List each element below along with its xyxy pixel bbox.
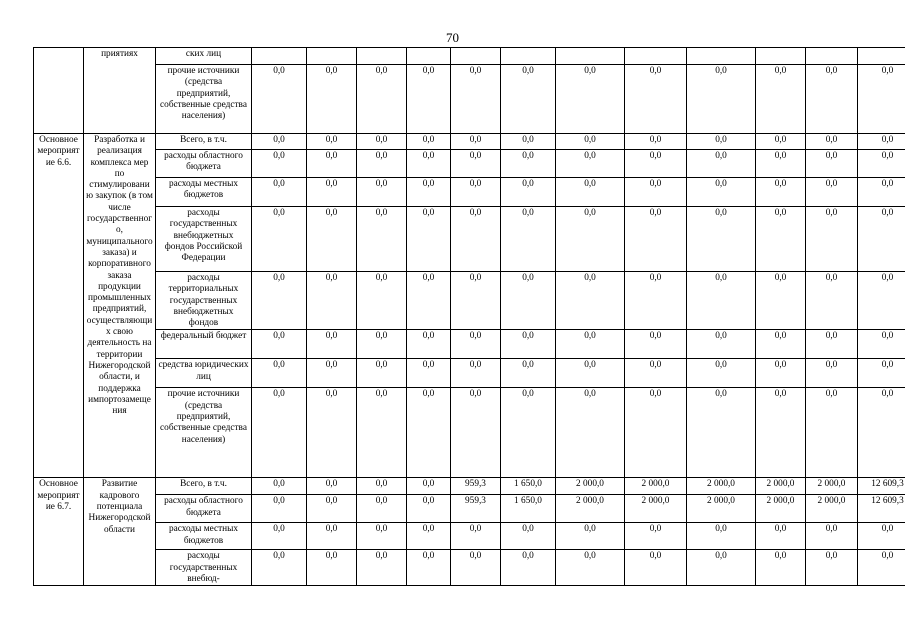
amount-cell: 0,0 <box>806 523 858 550</box>
amount-cell: 0,0 <box>858 359 905 388</box>
table-row <box>34 65 905 134</box>
amount-cell: 2 000,0 <box>625 495 687 523</box>
amount-cell: 0,0 <box>687 134 756 150</box>
amount-cell: 2 000,0 <box>756 495 806 523</box>
amount-cell: 2 000,0 <box>687 495 756 523</box>
event-number-cell <box>34 48 84 134</box>
amount-cell: 0,0 <box>357 359 407 388</box>
amount-cell: 0,0 <box>501 207 556 272</box>
amount-cell: 0,0 <box>252 134 307 150</box>
amount-cell: 0,0 <box>501 550 556 586</box>
amount-cell: 0,0 <box>756 272 806 330</box>
amount-cell <box>501 48 556 65</box>
event-title-cell: приятиях <box>84 48 156 134</box>
amount-cell: 0,0 <box>756 388 806 478</box>
amount-cell: 0,0 <box>858 207 905 272</box>
amount-cell: 0,0 <box>756 330 806 359</box>
funding-source-cell: расходы государственных внебюджетных фондов Российской Федерации <box>156 207 252 272</box>
amount-cell: 0,0 <box>307 550 357 586</box>
amount-cell: 2 000,0 <box>556 478 625 495</box>
amount-cell: 0,0 <box>556 65 625 134</box>
amount-cell: 0,0 <box>307 134 357 150</box>
amount-cell: 2 000,0 <box>806 495 858 523</box>
amount-cell <box>451 48 501 65</box>
amount-cell: 0,0 <box>858 330 905 359</box>
amount-cell: 0,0 <box>556 207 625 272</box>
amount-cell: 0,0 <box>625 272 687 330</box>
amount-cell: 0,0 <box>451 150 501 178</box>
amount-cell: 0,0 <box>625 523 687 550</box>
amount-cell: 0,0 <box>756 134 806 150</box>
amount-cell: 2 000,0 <box>806 478 858 495</box>
event-title-cell: Разработка и реализация комплекса мер по стимулированию закупок (в том числе государственного, муниципального заказа) и корпоративного заказа продукции промышленных предприятий, осуществляющих свою деятельность на территории Нижегородской области, и поддержка импортозамещения <box>84 134 156 478</box>
amount-cell: 0,0 <box>756 178 806 207</box>
amount-cell: 0,0 <box>307 388 357 478</box>
amount-cell: 0,0 <box>407 65 451 134</box>
amount-cell: 0,0 <box>252 272 307 330</box>
amount-cell: 2 000,0 <box>756 478 806 495</box>
amount-cell <box>307 48 357 65</box>
amount-cell: 2 000,0 <box>625 478 687 495</box>
table-row <box>34 359 905 388</box>
amount-cell: 0,0 <box>687 272 756 330</box>
amount-cell: 0,0 <box>806 150 858 178</box>
amount-cell: 0,0 <box>501 178 556 207</box>
amount-cell: 0,0 <box>858 550 905 586</box>
amount-cell: 0,0 <box>756 150 806 178</box>
amount-cell: 0,0 <box>806 330 858 359</box>
amount-cell: 0,0 <box>756 359 806 388</box>
amount-cell: 0,0 <box>407 388 451 478</box>
amount-cell: 0,0 <box>806 272 858 330</box>
amount-cell: 0,0 <box>501 272 556 330</box>
table-row <box>34 523 905 550</box>
amount-cell: 0,0 <box>307 495 357 523</box>
amount-cell: 0,0 <box>451 523 501 550</box>
amount-cell: 0,0 <box>451 134 501 150</box>
amount-cell: 0,0 <box>858 388 905 478</box>
amount-cell: 0,0 <box>357 65 407 134</box>
amount-cell: 0,0 <box>625 207 687 272</box>
amount-cell: 0,0 <box>407 150 451 178</box>
amount-cell: 0,0 <box>625 359 687 388</box>
budget-table <box>33 47 905 586</box>
amount-cell: 0,0 <box>252 550 307 586</box>
amount-cell: 0,0 <box>307 478 357 495</box>
event-number-cell: Основное мероприятие 6.7. <box>34 478 84 586</box>
amount-cell: 2 000,0 <box>687 478 756 495</box>
amount-cell: 0,0 <box>357 150 407 178</box>
amount-cell <box>556 48 625 65</box>
amount-cell <box>806 48 858 65</box>
amount-cell: 0,0 <box>806 65 858 134</box>
table-row <box>34 134 905 150</box>
amount-cell: 0,0 <box>357 207 407 272</box>
funding-source-cell: расходы областного бюджета <box>156 150 252 178</box>
amount-cell: 0,0 <box>307 359 357 388</box>
amount-cell: 0,0 <box>357 388 407 478</box>
amount-cell: 0,0 <box>501 65 556 134</box>
table-row <box>34 272 905 330</box>
amount-cell: 12 609,3 <box>858 495 905 523</box>
amount-cell: 0,0 <box>687 388 756 478</box>
event-number-cell: Основное мероприятие 6.6. <box>34 134 84 478</box>
amount-cell <box>687 48 756 65</box>
table-row <box>34 150 905 178</box>
amount-cell: 0,0 <box>806 388 858 478</box>
amount-cell: 0,0 <box>501 150 556 178</box>
amount-cell: 0,0 <box>687 550 756 586</box>
amount-cell: 0,0 <box>556 150 625 178</box>
amount-cell: 0,0 <box>625 550 687 586</box>
amount-cell: 0,0 <box>756 523 806 550</box>
funding-source-cell: расходы местных бюджетов <box>156 523 252 550</box>
amount-cell: 959,3 <box>451 478 501 495</box>
table-row <box>34 495 905 523</box>
amount-cell <box>252 48 307 65</box>
funding-source-cell: прочие источники (средства предприятий, собственные средства населения) <box>156 65 252 134</box>
amount-cell: 0,0 <box>407 478 451 495</box>
amount-cell: 2 000,0 <box>556 495 625 523</box>
amount-cell <box>357 48 407 65</box>
amount-cell: 0,0 <box>806 550 858 586</box>
amount-cell: 0,0 <box>501 330 556 359</box>
amount-cell: 0,0 <box>625 65 687 134</box>
amount-cell: 0,0 <box>858 523 905 550</box>
funding-source-cell: расходы территориальных государственных внебюджетных фондов <box>156 272 252 330</box>
table-row <box>34 330 905 359</box>
amount-cell: 0,0 <box>252 207 307 272</box>
amount-cell: 0,0 <box>501 134 556 150</box>
funding-source-cell: средства юридических лиц <box>156 359 252 388</box>
amount-cell: 0,0 <box>407 523 451 550</box>
amount-cell: 0,0 <box>451 207 501 272</box>
amount-cell: 0,0 <box>687 65 756 134</box>
amount-cell: 1 650,0 <box>501 478 556 495</box>
table-row <box>34 388 905 478</box>
amount-cell: 0,0 <box>357 523 407 550</box>
amount-cell: 0,0 <box>687 150 756 178</box>
amount-cell: 0,0 <box>407 550 451 586</box>
amount-cell <box>625 48 687 65</box>
table-row <box>34 550 905 586</box>
amount-cell: 0,0 <box>756 207 806 272</box>
amount-cell: 0,0 <box>625 388 687 478</box>
amount-cell: 0,0 <box>501 359 556 388</box>
amount-cell: 0,0 <box>858 178 905 207</box>
amount-cell: 0,0 <box>307 523 357 550</box>
funding-source-cell: расходы местных бюджетов <box>156 178 252 207</box>
amount-cell: 0,0 <box>252 330 307 359</box>
amount-cell: 0,0 <box>451 388 501 478</box>
amount-cell: 0,0 <box>252 495 307 523</box>
amount-cell: 0,0 <box>806 178 858 207</box>
amount-cell: 0,0 <box>687 330 756 359</box>
amount-cell: 0,0 <box>307 272 357 330</box>
amount-cell: 0,0 <box>252 178 307 207</box>
amount-cell: 0,0 <box>357 550 407 586</box>
funding-source-cell: Всего, в т.ч. <box>156 478 252 495</box>
amount-cell: 0,0 <box>556 388 625 478</box>
amount-cell: 0,0 <box>625 178 687 207</box>
amount-cell: 0,0 <box>357 272 407 330</box>
amount-cell: 0,0 <box>357 134 407 150</box>
amount-cell: 12 609,3 <box>858 478 905 495</box>
amount-cell: 0,0 <box>806 359 858 388</box>
amount-cell: 0,0 <box>858 150 905 178</box>
amount-cell: 0,0 <box>625 134 687 150</box>
amount-cell: 0,0 <box>756 65 806 134</box>
funding-source-cell: расходы государственных внебюд- <box>156 550 252 586</box>
amount-cell: 0,0 <box>407 330 451 359</box>
amount-cell: 0,0 <box>407 495 451 523</box>
amount-cell: 0,0 <box>307 207 357 272</box>
amount-cell: 0,0 <box>625 150 687 178</box>
table-row <box>34 178 905 207</box>
amount-cell <box>407 48 451 65</box>
amount-cell: 0,0 <box>556 330 625 359</box>
amount-cell: 0,0 <box>252 150 307 178</box>
amount-cell: 0,0 <box>501 523 556 550</box>
amount-cell: 0,0 <box>357 178 407 207</box>
funding-source-cell: расходы областного бюджета <box>156 495 252 523</box>
amount-cell: 0,0 <box>858 272 905 330</box>
amount-cell <box>858 48 905 65</box>
amount-cell: 0,0 <box>451 272 501 330</box>
amount-cell: 0,0 <box>357 495 407 523</box>
page-number: 70 <box>446 30 459 45</box>
amount-cell: 0,0 <box>451 359 501 388</box>
amount-cell: 0,0 <box>451 178 501 207</box>
amount-cell: 0,0 <box>687 178 756 207</box>
amount-cell: 0,0 <box>357 330 407 359</box>
amount-cell: 0,0 <box>407 272 451 330</box>
amount-cell: 0,0 <box>556 272 625 330</box>
funding-source-cell: Всего, в т.ч. <box>156 134 252 150</box>
amount-cell: 0,0 <box>501 388 556 478</box>
amount-cell: 0,0 <box>687 359 756 388</box>
amount-cell: 0,0 <box>858 65 905 134</box>
amount-cell: 0,0 <box>858 134 905 150</box>
amount-cell: 0,0 <box>407 359 451 388</box>
amount-cell: 0,0 <box>307 65 357 134</box>
table-row <box>34 207 905 272</box>
amount-cell: 0,0 <box>252 359 307 388</box>
amount-cell: 0,0 <box>806 134 858 150</box>
funding-source-cell: федеральный бюджет <box>156 330 252 359</box>
funding-source-cell: прочие источники (средства предприятий, собственные средства населения) <box>156 388 252 478</box>
amount-cell: 0,0 <box>252 523 307 550</box>
amount-cell: 0,0 <box>451 330 501 359</box>
amount-cell: 0,0 <box>556 550 625 586</box>
amount-cell: 0,0 <box>407 178 451 207</box>
table-row <box>34 478 905 495</box>
amount-cell: 0,0 <box>307 150 357 178</box>
amount-cell: 0,0 <box>252 478 307 495</box>
amount-cell: 0,0 <box>806 207 858 272</box>
amount-cell: 0,0 <box>357 478 407 495</box>
amount-cell: 0,0 <box>687 207 756 272</box>
amount-cell: 1 650,0 <box>501 495 556 523</box>
event-title-cell: Развитие кадрового потенциала Нижегородской области <box>84 478 156 586</box>
amount-cell: 0,0 <box>451 65 501 134</box>
amount-cell: 0,0 <box>307 330 357 359</box>
amount-cell: 959,3 <box>451 495 501 523</box>
amount-cell: 0,0 <box>556 359 625 388</box>
amount-cell: 0,0 <box>556 523 625 550</box>
table-row <box>34 48 905 65</box>
amount-cell: 0,0 <box>451 550 501 586</box>
amount-cell: 0,0 <box>756 550 806 586</box>
amount-cell: 0,0 <box>407 207 451 272</box>
amount-cell: 0,0 <box>625 330 687 359</box>
amount-cell: 0,0 <box>252 65 307 134</box>
amount-cell: 0,0 <box>556 178 625 207</box>
amount-cell: 0,0 <box>687 523 756 550</box>
amount-cell: 0,0 <box>252 388 307 478</box>
amount-cell: 0,0 <box>307 178 357 207</box>
amount-cell: 0,0 <box>407 134 451 150</box>
amount-cell <box>756 48 806 65</box>
funding-source-cell: ских лиц <box>156 48 252 65</box>
amount-cell: 0,0 <box>556 134 625 150</box>
